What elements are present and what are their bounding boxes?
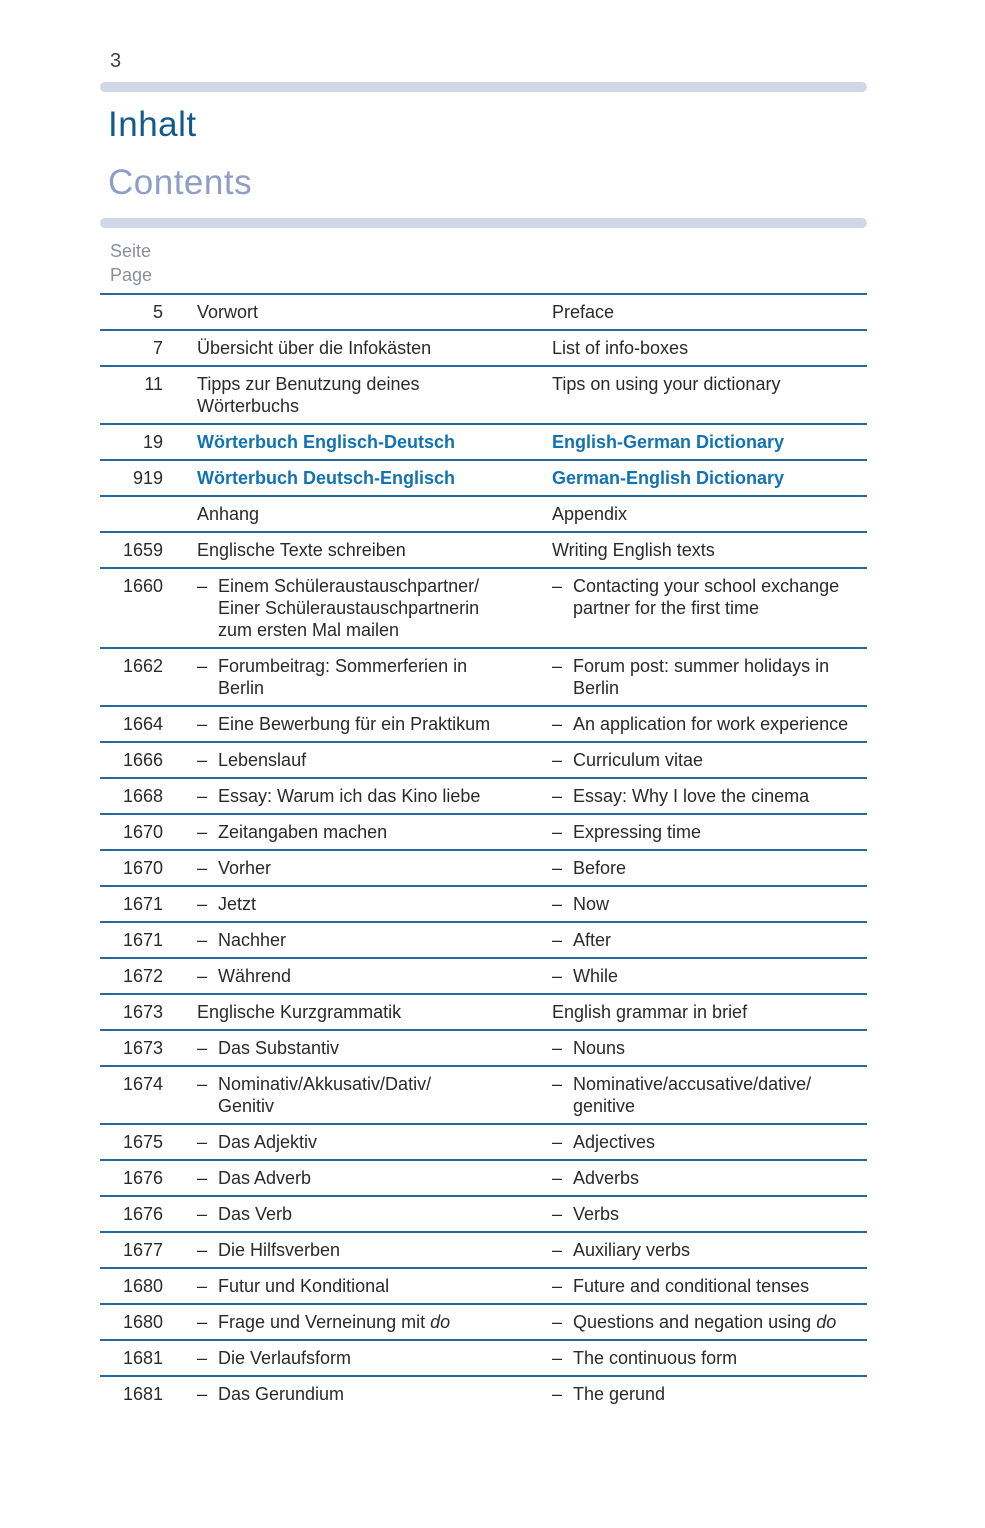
toc-page-number: 1680 — [122, 1312, 163, 1332]
toc-entry-german: – Nominativ/Akkusativ/Dativ/ Genitiv — [197, 1074, 432, 1116]
list-dash-icon: – — [197, 1384, 208, 1404]
toc-entry-english: – The gerund — [552, 1384, 666, 1404]
page-column-header — [110, 239, 152, 287]
toc-entry-german: – Futur und Konditional — [197, 1276, 390, 1296]
toc-entry-german: – Forumbeitrag: Sommerferien in Berlin — [197, 656, 468, 698]
list-dash-icon: – — [197, 576, 208, 596]
list-dash-icon: – — [552, 1074, 563, 1094]
list-dash-icon: – — [552, 1132, 563, 1152]
toc-entry-german: Tipps zur Benutzung deines Wörterbuchs — [197, 374, 420, 416]
toc-row — [100, 741, 867, 777]
toc-entry-german: – Das Adverb — [197, 1168, 312, 1188]
list-dash-icon: – — [197, 966, 208, 986]
toc-entry-english: – Adjectives — [552, 1132, 656, 1152]
page-column-label-german: Seite — [110, 241, 152, 261]
list-dash-icon: – — [552, 576, 563, 596]
toc-page-number: 11 — [144, 374, 163, 394]
list-dash-icon: – — [197, 1074, 208, 1094]
list-dash-icon: – — [197, 1132, 208, 1152]
toc-entry-german: Wörterbuch Deutsch-Englisch — [197, 468, 456, 488]
toc-entry-english: Writing English texts — [552, 540, 715, 560]
toc-page-number: 1659 — [122, 540, 163, 560]
page-title-german: Inhalt — [108, 105, 197, 144]
toc-row — [100, 365, 867, 423]
toc-entry-german: – Das Gerundium — [197, 1384, 345, 1404]
list-dash-icon: – — [197, 656, 208, 676]
list-dash-icon: – — [552, 1348, 563, 1368]
toc-page-number: 1677 — [122, 1240, 163, 1260]
toc-row — [100, 495, 867, 531]
toc-entry-english: – After — [552, 930, 612, 950]
toc-entry-english: Appendix — [552, 504, 628, 524]
list-dash-icon: – — [197, 822, 208, 842]
toc-entry-german: Wörterbuch Englisch-Deutsch — [197, 432, 456, 452]
toc-page-number: 1681 — [122, 1384, 163, 1404]
toc-page-number: 1670 — [122, 858, 163, 878]
toc-entry-english: – Contacting your school exchange partner for the first time — [552, 576, 840, 618]
page-title-english: Contents — [108, 163, 253, 202]
toc-entry-german: – Während — [197, 966, 292, 986]
list-dash-icon: – — [552, 930, 563, 950]
toc-entry-german: – Eine Bewerbung für ein Praktikum — [197, 714, 491, 734]
toc-entry-english: Tips on using your dictionary — [552, 374, 781, 394]
list-dash-icon: – — [552, 750, 563, 770]
toc-row — [100, 813, 867, 849]
toc-entry-english: – Now — [552, 894, 610, 914]
toc-entry-english: List of info-boxes — [552, 338, 689, 358]
toc-row — [100, 1375, 867, 1411]
toc-row — [100, 459, 867, 495]
toc-page-number: 1681 — [122, 1348, 163, 1368]
toc-row — [100, 647, 867, 705]
list-dash-icon: – — [197, 714, 208, 734]
toc-page-number: 1670 — [122, 822, 163, 842]
list-dash-icon: – — [552, 714, 563, 734]
toc-entry-german: Englische Texte schreiben — [197, 540, 406, 560]
toc-page-number: 19 — [142, 432, 163, 452]
toc-row — [100, 705, 867, 741]
toc-entry-english: – Expressing time — [552, 822, 702, 842]
toc-entry-english: – Auxiliary verbs — [552, 1240, 691, 1260]
list-dash-icon: – — [197, 894, 208, 914]
list-dash-icon: – — [552, 1240, 563, 1260]
toc-row — [100, 1065, 867, 1123]
toc-row — [100, 921, 867, 957]
toc-row — [100, 531, 867, 567]
toc-row — [100, 1267, 867, 1303]
list-dash-icon: – — [197, 1276, 208, 1296]
list-dash-icon: – — [552, 1312, 563, 1332]
toc-page-number: 1662 — [122, 656, 163, 676]
toc-entry-german: Übersicht über die Infokästen — [197, 338, 432, 358]
toc-entry-english: – Nominative/accusative/dative/ genitive — [552, 1074, 812, 1116]
toc-row — [100, 423, 867, 459]
toc-page-number: 1671 — [122, 930, 163, 950]
toc-row — [100, 567, 867, 647]
toc-entry-german: – Nachher — [197, 930, 287, 950]
toc-entry-english: – Essay: Why I love the cinema — [552, 786, 810, 806]
toc-row — [100, 1195, 867, 1231]
toc-entry-german: – Zeitangaben machen — [197, 822, 388, 842]
list-dash-icon: – — [552, 1168, 563, 1188]
list-dash-icon: – — [552, 656, 563, 676]
toc-entry-german: – Essay: Warum ich das Kino liebe — [197, 786, 481, 806]
toc-page-number: 1672 — [122, 966, 163, 986]
list-dash-icon: – — [197, 930, 208, 950]
toc-entry-english: German-English Dictionary — [552, 468, 785, 488]
toc-entry-german: – Einem Schüleraustauschpartner/ Einer Schüleraustauschpartnerin zum ersten Mal mailen — [197, 576, 480, 640]
toc-row — [100, 777, 867, 813]
toc-entry-english: English grammar in brief — [552, 1002, 748, 1022]
toc-row — [100, 885, 867, 921]
toc-entry-english: Preface — [552, 302, 615, 322]
list-dash-icon: – — [552, 822, 563, 842]
list-dash-icon: – — [197, 1204, 208, 1224]
toc-page-number: 1660 — [122, 576, 163, 596]
list-dash-icon: – — [552, 1204, 563, 1224]
toc-entry-german: – Lebenslauf — [197, 750, 307, 770]
list-dash-icon: – — [552, 894, 563, 914]
toc-entry-english: – Nouns — [552, 1038, 626, 1058]
toc-entry-english: – Before — [552, 858, 627, 878]
toc-entry-english: – Verbs — [552, 1204, 620, 1224]
toc-row — [100, 1029, 867, 1065]
toc-entry-german: – Vorher — [197, 858, 272, 878]
toc-page-number: 1676 — [122, 1204, 163, 1224]
toc-entry-german: – Das Verb — [197, 1204, 293, 1224]
toc-row — [100, 329, 867, 365]
toc-row — [100, 293, 867, 329]
toc-entry-german: – Das Substantiv — [197, 1038, 340, 1058]
list-dash-icon: – — [197, 1038, 208, 1058]
toc-entry-german: – Die Hilfsverben — [197, 1240, 341, 1260]
toc-row — [100, 1339, 867, 1375]
toc-row — [100, 1303, 867, 1339]
toc-entry-german: – Das Adjektiv — [197, 1132, 318, 1152]
toc-entry-german: Anhang — [197, 504, 260, 524]
toc-page-number: 1664 — [122, 714, 163, 734]
list-dash-icon: – — [197, 786, 208, 806]
toc-page-number: 919 — [132, 468, 163, 488]
toc-page-number: 1676 — [122, 1168, 163, 1188]
toc-page-number: 7 — [152, 338, 163, 358]
toc-entry-german: – Jetzt — [197, 894, 257, 914]
toc-page-number: 1668 — [122, 786, 163, 806]
toc-page-number: 1673 — [122, 1038, 163, 1058]
toc-entry-english: – An application for work experience — [552, 714, 849, 734]
toc-row — [100, 1159, 867, 1195]
list-dash-icon: – — [197, 1240, 208, 1260]
list-dash-icon: – — [197, 1312, 208, 1332]
page-column-label-english: Page — [110, 265, 153, 285]
toc-entry-english: – While — [552, 966, 619, 986]
bottom-divider-bar — [100, 218, 867, 228]
toc-entry-english: – Curriculum vitae — [552, 750, 704, 770]
toc-entry-german: Englische Kurzgrammatik — [197, 1002, 402, 1022]
list-dash-icon: – — [552, 1276, 563, 1296]
toc-page-number: 1671 — [122, 894, 163, 914]
list-dash-icon: – — [197, 1348, 208, 1368]
toc-entry-english: – Future and conditional tenses — [552, 1276, 810, 1296]
list-dash-icon: – — [197, 750, 208, 770]
page-number: 3 — [110, 50, 122, 72]
list-dash-icon: – — [197, 1168, 208, 1188]
toc-row — [100, 957, 867, 993]
top-divider-bar — [100, 82, 867, 92]
toc-row — [100, 1231, 867, 1267]
toc-entry-english: – Forum post: summer holidays in Berlin — [552, 656, 830, 698]
list-dash-icon: – — [552, 1384, 563, 1404]
toc-page-number: 1666 — [122, 750, 163, 770]
toc-page-number: 5 — [152, 302, 163, 322]
toc-entry-english: – Adverbs — [552, 1168, 640, 1188]
toc-page-number: 1674 — [122, 1074, 163, 1094]
list-dash-icon: – — [552, 858, 563, 878]
toc-entry-english: English-German Dictionary — [552, 432, 785, 452]
toc-page-number — [100, 503, 163, 525]
list-dash-icon: – — [552, 1038, 563, 1058]
toc-entry-german: – Die Verlaufsform — [197, 1348, 352, 1368]
toc-entry-english: – Questions and negation using do — [552, 1312, 837, 1332]
list-dash-icon: – — [197, 858, 208, 878]
toc-row — [100, 993, 867, 1029]
toc-page-number: 1675 — [122, 1132, 163, 1152]
toc-page-number: 1680 — [122, 1276, 163, 1296]
list-dash-icon: – — [552, 786, 563, 806]
toc-row — [100, 849, 867, 885]
toc-entry-english: – The continuous form — [552, 1348, 738, 1368]
toc-entry-german: – Frage und Verneinung mit do — [197, 1312, 451, 1332]
toc-page-number: 1673 — [122, 1002, 163, 1022]
list-dash-icon: – — [552, 966, 563, 986]
toc-table — [100, 293, 867, 1411]
toc-entry-german: Vorwort — [197, 302, 259, 322]
toc-row — [100, 1123, 867, 1159]
